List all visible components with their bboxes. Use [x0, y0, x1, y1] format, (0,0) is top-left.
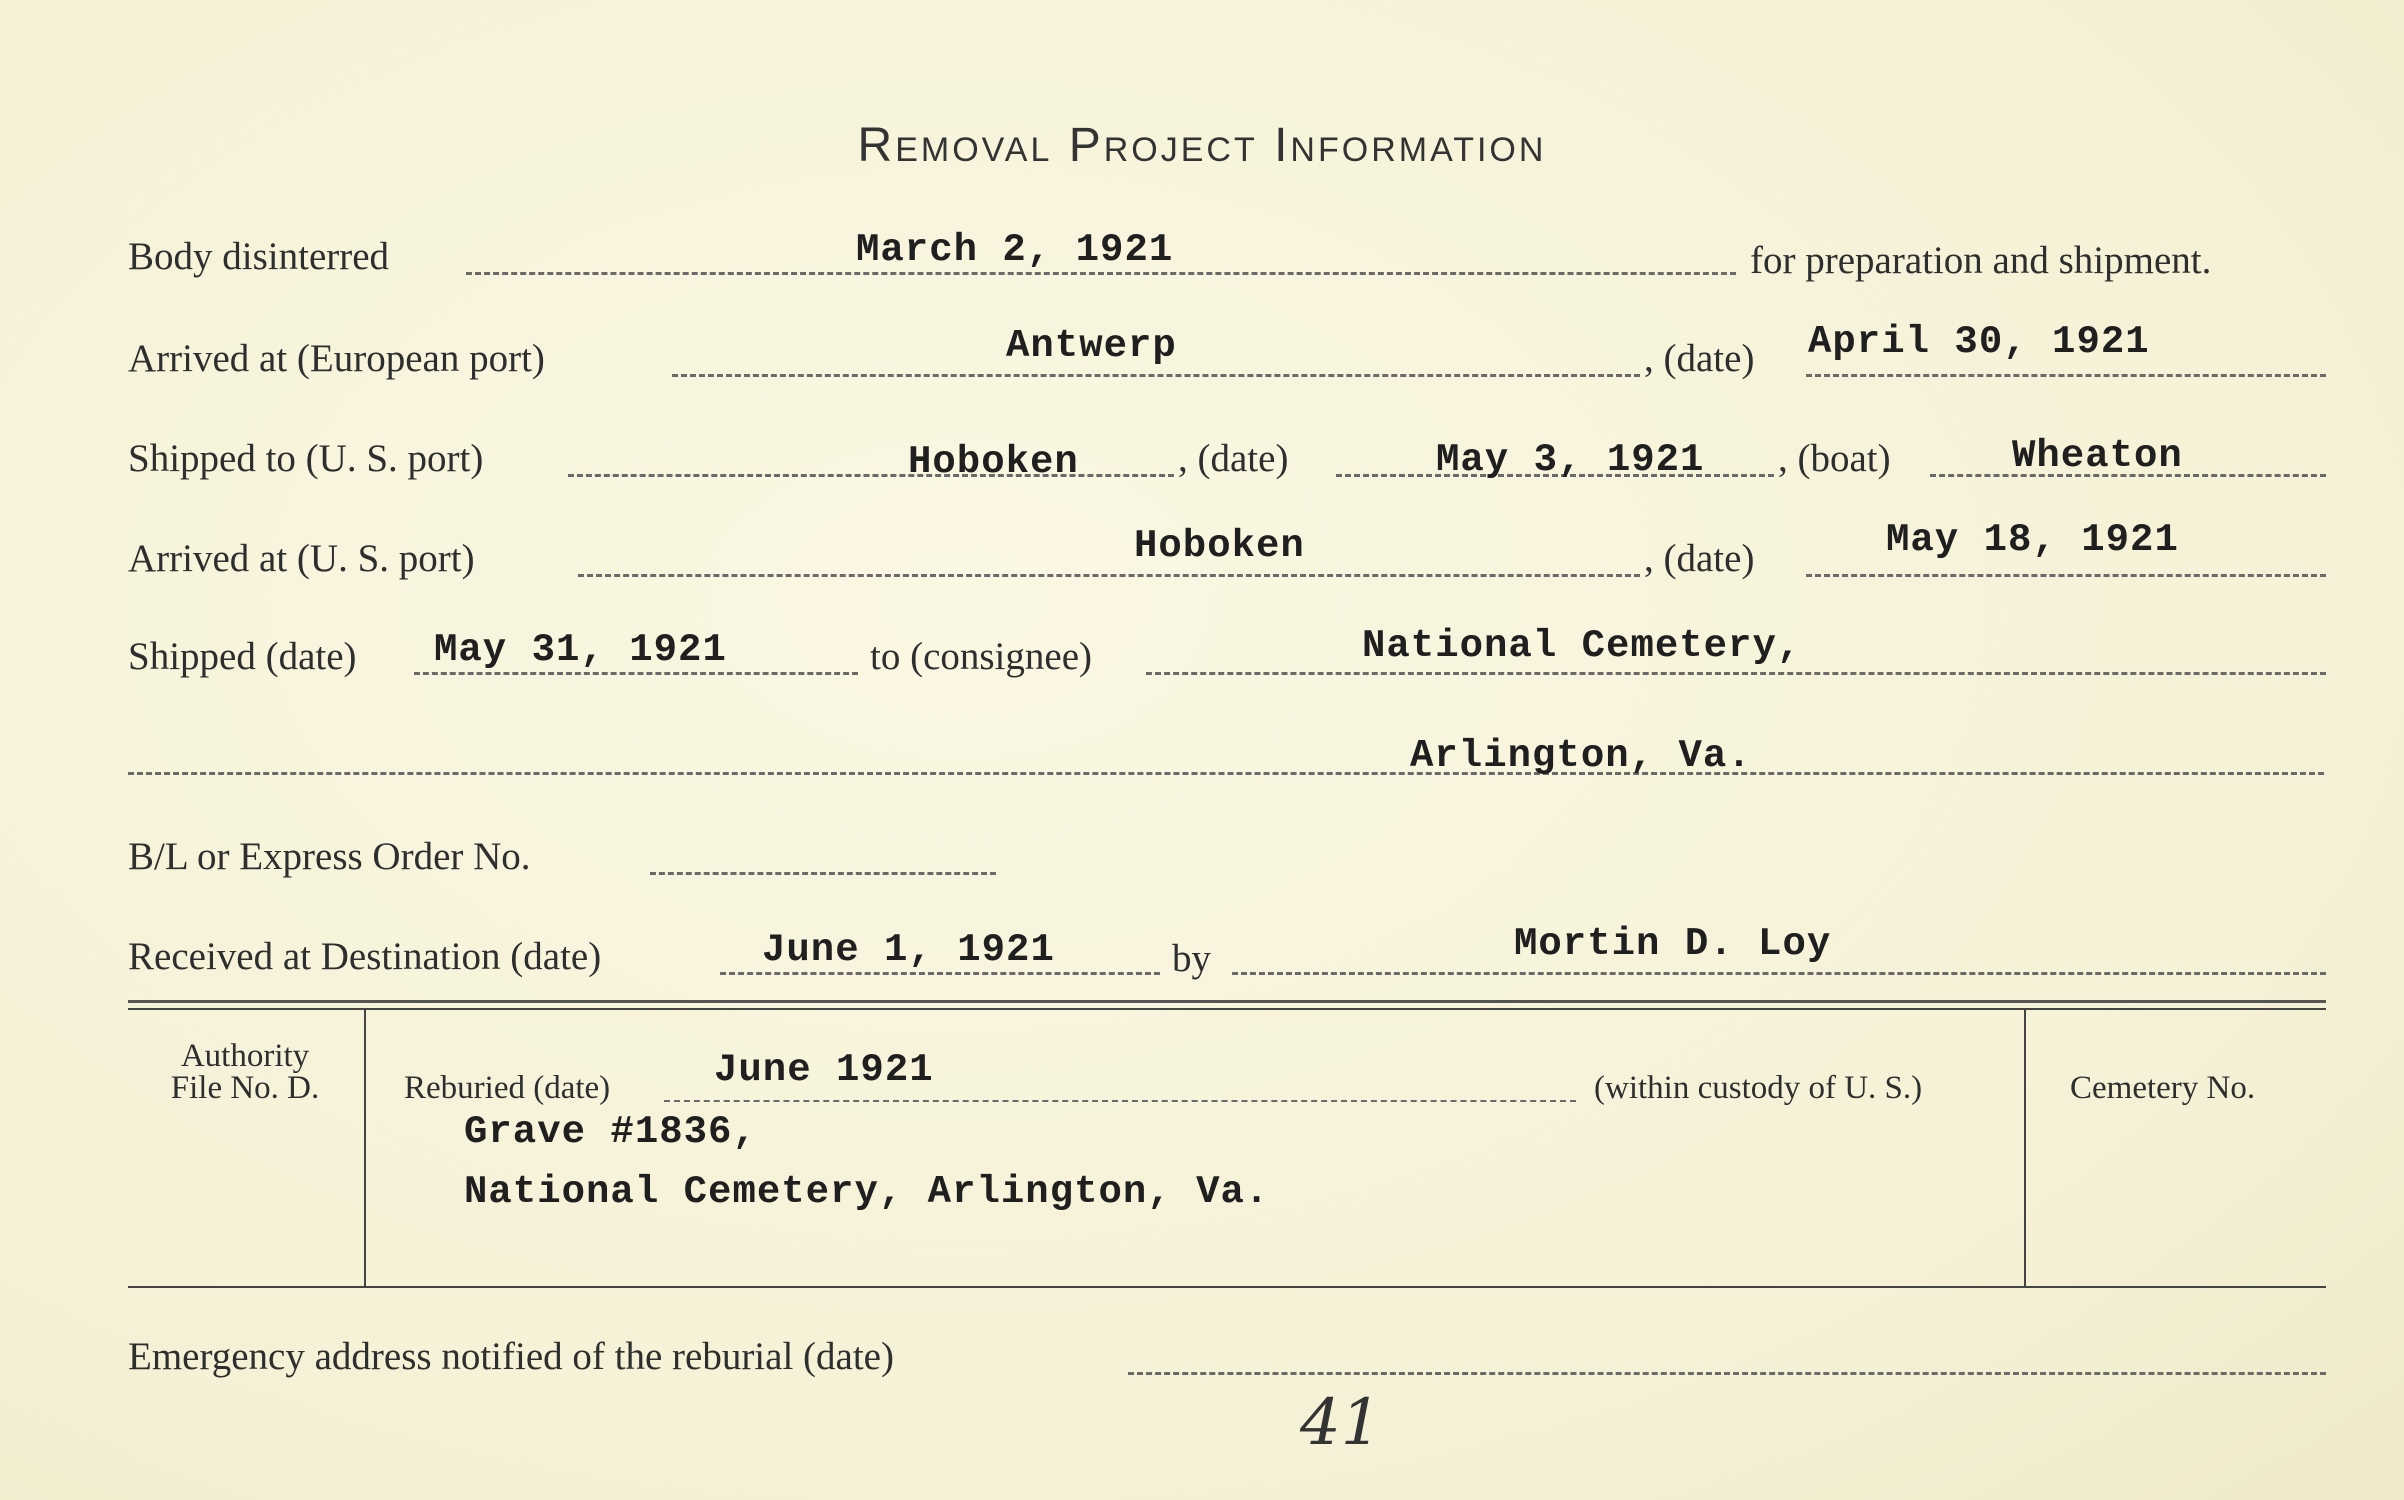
us-port-arrived-value: Hoboken: [1134, 524, 1305, 568]
received-destination-label: Received at Destination (date): [128, 935, 602, 978]
received-destination-value: June 1, 1921: [762, 928, 1055, 972]
us-port-arrived-date-label: , (date): [1644, 537, 1755, 580]
authority-label-2: File No. D.: [170, 1070, 320, 1106]
authority-label-1: Authority: [180, 1038, 310, 1074]
grave-location: National Cemetery, Arlington, Va.: [464, 1170, 1270, 1214]
reburied-line: [664, 1100, 1576, 1102]
reburied-value: June 1921: [714, 1048, 934, 1092]
us-port-shipped-label: Shipped to (U. S. port): [128, 437, 484, 480]
reburied-label: Reburied (date): [404, 1070, 611, 1106]
custody-label: (within custody of U. S.): [1594, 1070, 1923, 1106]
body-disinterred-label: Body disinterred: [128, 235, 390, 278]
box-divider-left: [364, 1010, 366, 1286]
boat-value: Wheaton: [2012, 434, 2183, 478]
european-date-value: April 30, 1921: [1808, 320, 2150, 364]
received-destination-line: [720, 972, 1160, 975]
cemetery-no-label: Cemetery No.: [2070, 1070, 2256, 1106]
boat-label: , (boat): [1778, 437, 1891, 480]
consignee-value-2: Arlington, Va.: [1410, 734, 1752, 778]
us-port-shipped-date-label: , (date): [1178, 437, 1289, 480]
preparation-shipment-label: for preparation and shipment.: [1750, 239, 2212, 282]
us-port-arrived-date-line: [1806, 574, 2326, 577]
european-port-value: Antwerp: [1006, 324, 1177, 368]
emergency-address-line: [1128, 1372, 2326, 1375]
us-port-arrived-label: Arrived at (U. S. port): [128, 537, 475, 580]
grave-number: Grave #1836,: [464, 1110, 757, 1154]
form-title: Removal Project Information: [857, 119, 1547, 172]
handwritten-number: 41: [1300, 1386, 1382, 1460]
received-by-value: Mortin D. Loy: [1514, 922, 1832, 966]
european-date-line: [1806, 374, 2326, 377]
consignee-line-2: [128, 772, 2324, 775]
body-disinterred-value: March 2, 1921: [856, 228, 1174, 272]
european-date-label: , (date): [1644, 337, 1755, 380]
box-top-line: [128, 1000, 2326, 1003]
received-by-label: by: [1172, 937, 1211, 980]
box-bottom-line: [128, 1286, 2326, 1288]
body-disinterred-line: [466, 272, 1736, 275]
box-divider-right: [2024, 1010, 2026, 1286]
emergency-address-label: Emergency address notified of the reburial (date): [128, 1335, 894, 1378]
received-by-line: [1232, 972, 2326, 975]
us-port-shipped-value: Hoboken: [908, 440, 1079, 484]
shipped-date-line: [414, 672, 858, 675]
box-top-line-2: [128, 1008, 2326, 1010]
us-port-arrived-line: [578, 574, 1640, 577]
us-port-shipped-date-value: May 3, 1921: [1436, 438, 1705, 482]
european-port-label: Arrived at (European port): [128, 337, 545, 380]
consignee-label: to (consignee): [870, 635, 1093, 678]
european-port-line: [672, 374, 1640, 377]
consignee-value: National Cemetery,: [1362, 624, 1802, 668]
consignee-line: [1146, 672, 2326, 675]
shipped-date-label: Shipped (date): [128, 635, 357, 678]
shipped-date-value: May 31, 1921: [434, 628, 727, 672]
bl-order-label: B/L or Express Order No.: [128, 835, 531, 878]
bl-order-line: [650, 872, 996, 875]
us-port-shipped-line: [568, 474, 1174, 477]
us-port-arrived-date-value: May 18, 1921: [1886, 518, 2179, 562]
